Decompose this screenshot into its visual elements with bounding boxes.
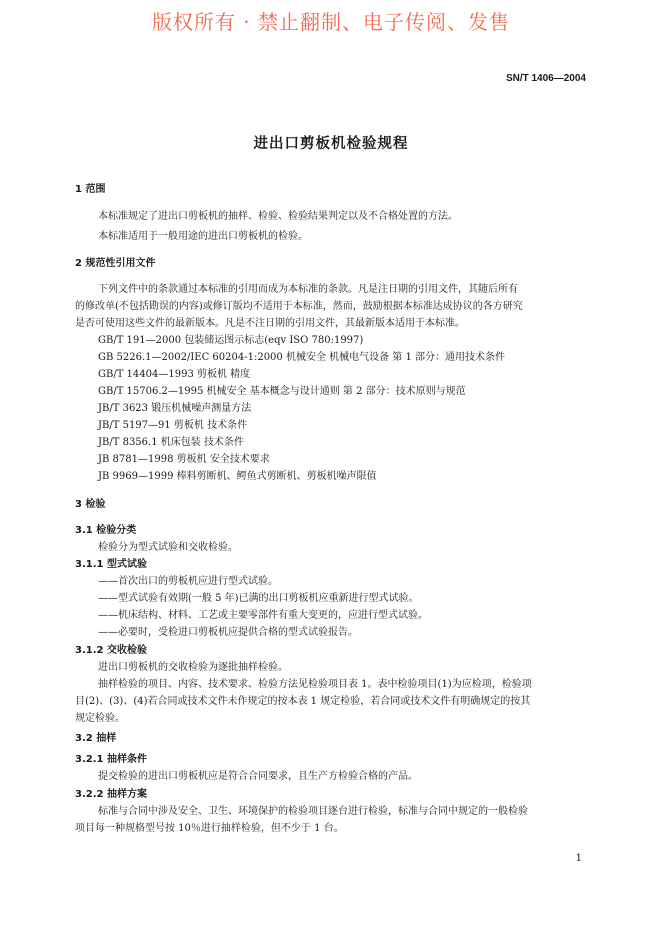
body-line: 项目每一种规格型号按 10％进行抽样检验，但不少于 1 台。 bbox=[75, 823, 344, 834]
body-line: JB 8781—1998 剪板机 安全技术要求 bbox=[98, 454, 270, 465]
section-heading: 3.1.1 型式试验 bbox=[75, 559, 147, 570]
body-line: ——首次出口的剪板机应进行型式试验。 bbox=[98, 576, 278, 587]
body-line: ——机床结构、材料、工艺或主要零部件有重大变更的，应进行型式试验。 bbox=[98, 610, 428, 621]
document-title: 进出口剪板机检验规程 bbox=[253, 136, 409, 152]
section-heading: 2 规范性引用文件 bbox=[75, 258, 156, 269]
body-line: 是否可使用这些文件的最新版本。凡是不注日期的引用文件，其最新版本适用于本标准。 bbox=[75, 318, 465, 329]
body-line: JB/T 8356.1 机床包装 技术条件 bbox=[98, 437, 244, 448]
body-line: JB 9969—1999 棒料剪断机、鳄鱼式剪断机、剪板机噪声限值 bbox=[98, 471, 377, 482]
standard-number: SN/T 1406—2004 bbox=[505, 73, 586, 84]
section-heading: 3.2.1 抽样条件 bbox=[75, 754, 147, 765]
section-heading: 1 范围 bbox=[75, 184, 106, 195]
body-line: 本标准适用于一般用途的进出口剪板机的检验。 bbox=[98, 231, 308, 242]
section-heading: 3.2 抽样 bbox=[75, 733, 117, 744]
body-line: 规定检验。 bbox=[75, 713, 125, 724]
body-line: 下列文件中的条款通过本标准的引用而成为本标准的条款。凡是注日期的引用文件，其随后所有 bbox=[98, 284, 518, 295]
body-line: 检验分为型式试验和交收检验。 bbox=[98, 542, 238, 553]
body-line: 目(2)、(3)、(4)若合同或技术文件未作规定的按本表 1 规定检验，若合同或技术文件有明确规定的按其 bbox=[75, 696, 531, 707]
page-number: 1 bbox=[575, 853, 582, 864]
body-line: 本标准规定了进出口剪板机的抽样、检验、检验结果判定以及不合格处置的方法。 bbox=[98, 211, 458, 222]
body-line: ——型式试验有效期(一般 5 年)已满的出口剪板机应重新进行型式试验。 bbox=[98, 593, 419, 604]
body-line: GB/T 15706.2—1995 机械安全 基本概念与设计通则 第 2 部分：技术原则与规范 bbox=[98, 386, 466, 397]
body-line: 提交检验的进出口剪板机应是符合合同要求，且生产方检验合格的产品。 bbox=[98, 771, 418, 782]
section-heading: 3 检验 bbox=[75, 499, 106, 510]
copyright-watermark: 版权所有 · 禁止翻制、电子传阅、发售 bbox=[151, 10, 511, 34]
body-line: ——必要时，受检进口剪板机应提供合格的型式试验报告。 bbox=[98, 627, 358, 638]
body-line: JB/T 5197—91 剪板机 技术条件 bbox=[98, 420, 248, 431]
body-line: 标准与合同中涉及安全、卫生、环境保护的检验项目逐台进行检验，标准与合同中规定的一般检验 bbox=[98, 806, 528, 817]
section-heading: 3.1.2 交收检验 bbox=[75, 645, 147, 656]
section-heading: 3.1 检验分类 bbox=[75, 525, 137, 536]
section-heading: 3.2.2 抽样方案 bbox=[75, 789, 147, 800]
body-line: GB/T 191—2000 包装储运图示标志(eqv ISO 780:1997) bbox=[98, 335, 364, 346]
body-line: 进出口剪板机的交收检验为逐批抽样检验。 bbox=[98, 662, 288, 673]
body-line: 抽样检验的项目、内容、技术要求、检验方法见检验项目表 1。表中检验项目(1)为应检项，检验项 bbox=[98, 679, 532, 690]
body-line: GB/T 14404—1993 剪板机 精度 bbox=[98, 369, 251, 380]
body-line: JB/T 3623 锻压机械噪声测量方法 bbox=[98, 403, 252, 414]
body-line: 的修改单(不包括勘误的内容)或修订版均不适用于本标准，然而，鼓励根据本标准达成协议的各方研究 bbox=[75, 301, 523, 312]
body-line: GB 5226.1—2002/IEC 60204-1:2000 机械安全 机械电气设备 第 1 部分：通用技术条件 bbox=[98, 352, 506, 363]
